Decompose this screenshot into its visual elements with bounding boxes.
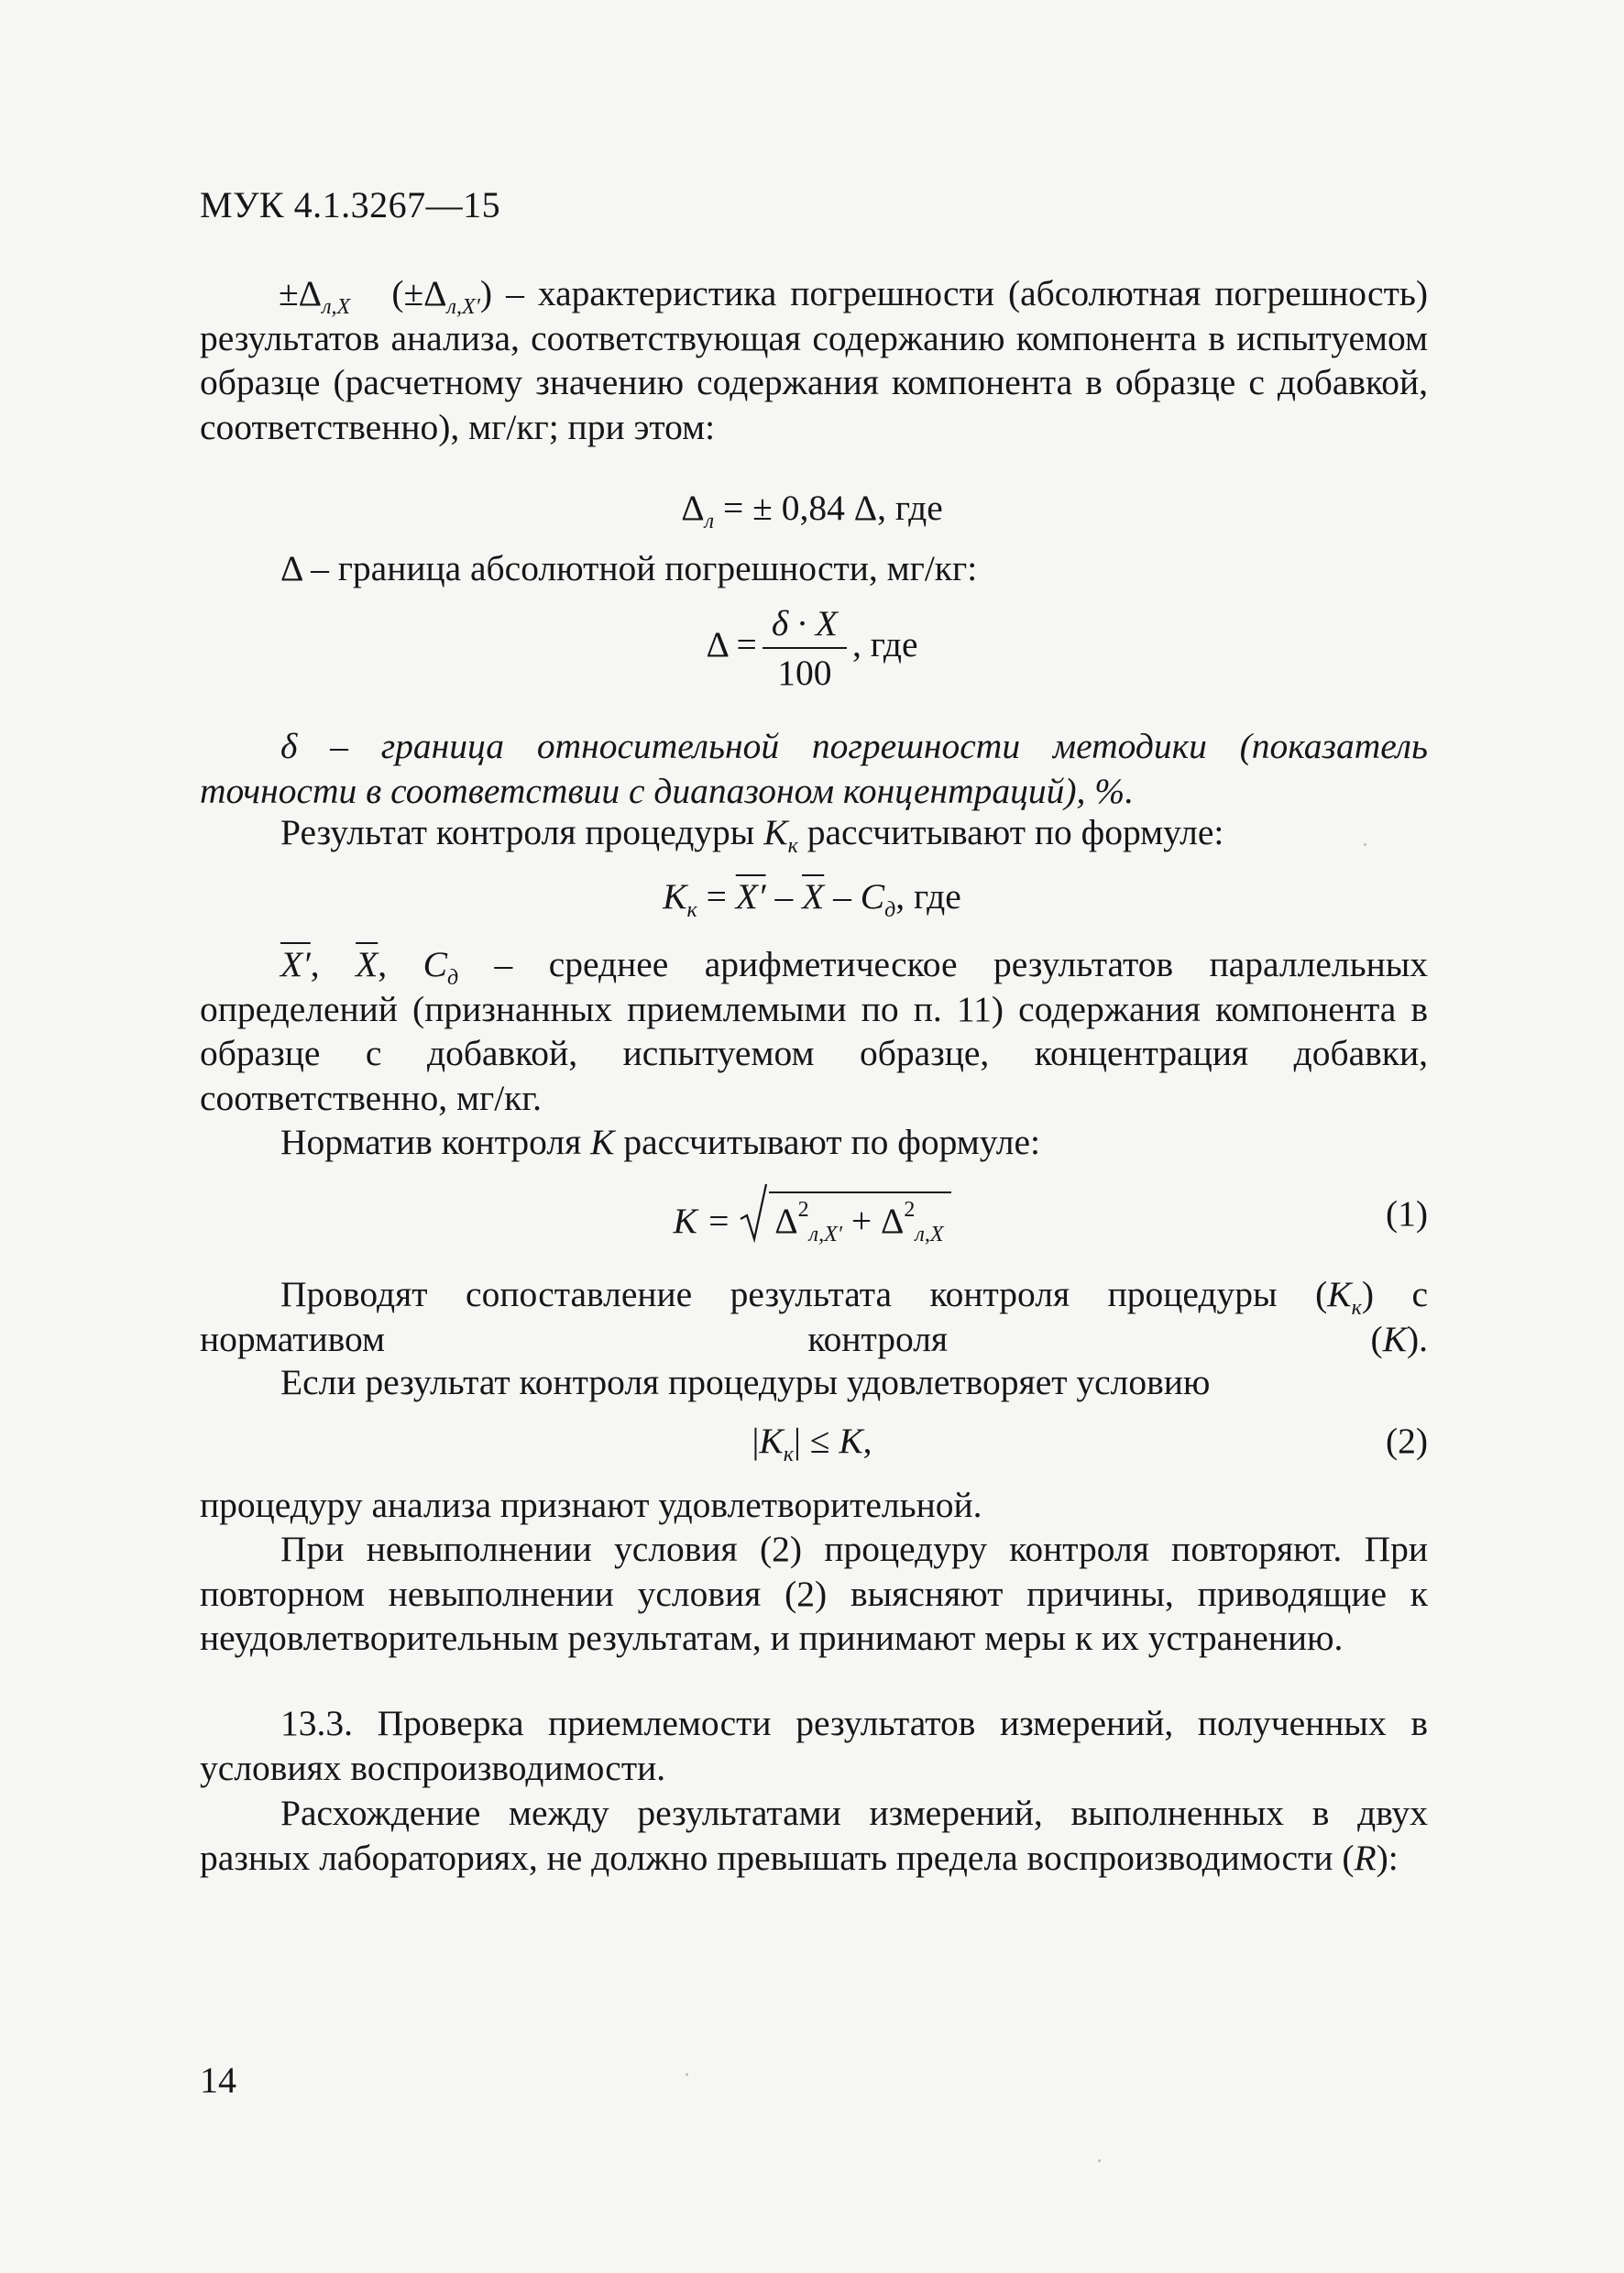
square-root: $\Delta^2_{л,X'} + \Delta^2_{л,X}$ (740, 1191, 950, 1243)
radical-sign-icon (740, 1182, 767, 1243)
paragraph-satisfactory: процедуру анализа признают удовлетворительной. (200, 1485, 982, 1525)
paragraph-reproducibility: Расхождение между результатами измерений, выполненных в двух разных лабораториях, не должно превышать предела воспроизводимости (R): (200, 1793, 1428, 1878)
paragraph-failure-actions: При невыполнении условия (2) процедуру контроля повторяют. При повторном невыполнении условия (2) выясняют причины, приводящие к неудовлетворительным результатам, и принимают меры к их устранению. (200, 1529, 1428, 1658)
formula-2-condition: $|K_к| \le K$, (752, 1421, 872, 1466)
paragraph-means-definition: X′, $\overline{X}$, $C_д$ – среднее арифметическое результатов параллельных определений (признанных приемлемыми по п. 11) содержания компонента в образце с добавкой, испытуемом образце, концентрация добавки, соответственно, мг/кг. (200, 944, 1429, 1118)
equation-number-1: (1) (1385, 1193, 1428, 1234)
fraction (763, 603, 847, 693)
fraction-numerator: δ · X (763, 603, 847, 649)
paragraph-control-result: Результат контроля процедуры $K_к$ рассчитывают по формуле: (280, 812, 1224, 858)
symbol-delta-lx-prime: $(\pm\Delta_{л,X'})$ (391, 273, 493, 319)
formula-delta-l: $\Delta_л$ = ± 0,84 Δ, где (681, 488, 943, 533)
paragraph-relative-error: δ – граница относительной погрешности методики (показатель точности в соответствии с диапазоном концентраций), %. (200, 726, 1428, 811)
symbol-delta-lx: $\pm\Delta_{л,X}$ (279, 273, 351, 319)
fraction-denominator: 100 (777, 653, 832, 693)
paragraph-condition: Если результат контроля процедуры удовлетворяет условию (280, 1362, 1211, 1402)
formula-delta-fraction: Δ = $\frac{\delta \cdot X}{100}$ , где (706, 603, 918, 693)
document-header: МУК 4.1.3267—15 (200, 184, 501, 225)
scan-speck (1364, 843, 1366, 846)
formula-kk: $K_к = X' - \overline{X} - C_д$, где (663, 876, 961, 922)
paragraph-absolute-error: Δ – граница абсолютной погрешности, мг/кг: (280, 548, 978, 588)
formula-1-norm: K = $\Delta^2_{л,X'} + \Delta^2_{л,X}$ (0, 1191, 1624, 1243)
paragraph-norm: Норматив контроля K рассчитывают по формуле: (280, 1122, 1041, 1162)
equation-number-2: (2) (1385, 1421, 1428, 1461)
definition-text: – характеристика погрешности (абсолютная погрешность) результатов анализа, соответствующая содержанию компонента в испытуемом образце (расчетному значению содержания компонента в образце с добавкой, соответственно), мг/кг; при этом: (200, 273, 1428, 447)
paragraph-comparison: Проводят сопоставление результата контроля процедуры $(K_к)$ с нормативом контроля (K). (200, 1274, 1429, 1359)
section-13-3-heading: 13.3. Проверка приемлемости результатов измерений, полученных в условиях воспроизводимости. (200, 1703, 1428, 1788)
scan-speck (1098, 2159, 1101, 2162)
scan-speck (686, 2073, 688, 2076)
definition-paragraph-delta (200, 271, 1428, 449)
page-number: 14 (200, 2059, 236, 2101)
